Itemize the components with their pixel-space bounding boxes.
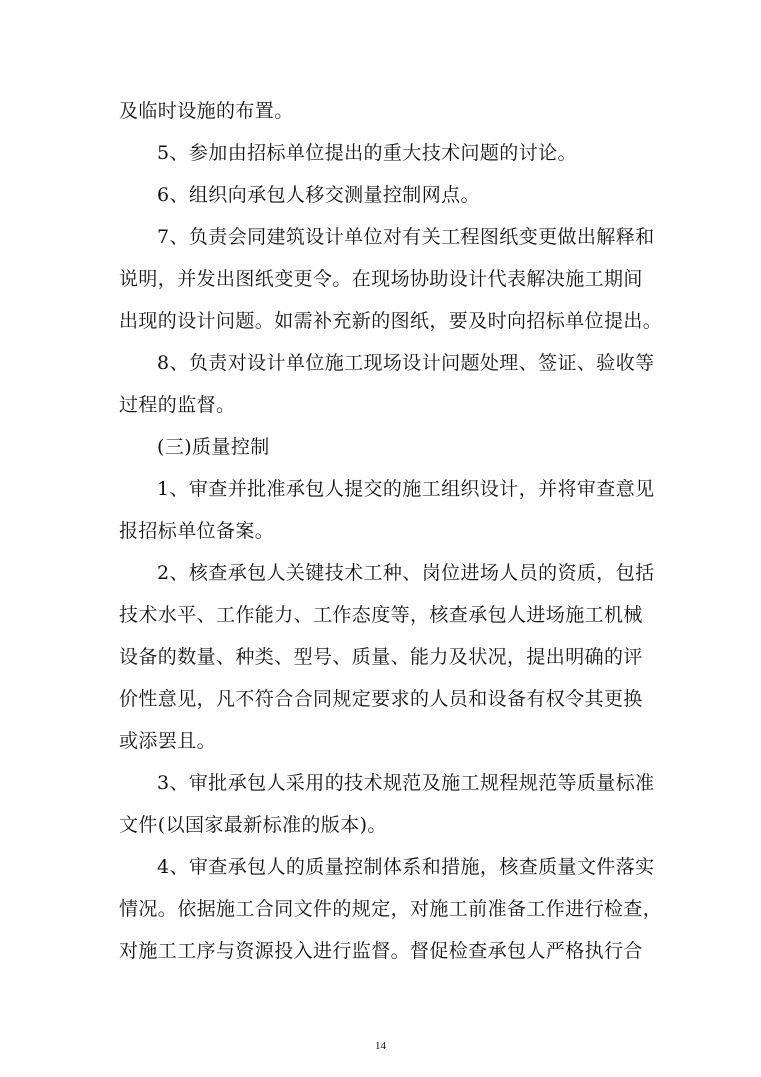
text-line: 过程的监督。 [119, 394, 236, 416]
text-line: 情况。依据施工合同文件的规定，对施工前准备工作进行检查， [119, 898, 663, 920]
text-line: 或添罢且。 [119, 730, 217, 752]
text-line: 价性意见，凡不符合合同规定要求的人员和设备有权令其更换 [119, 688, 643, 710]
text-line: 设备的数量、种类、型号、质量、能力及状况，提出明确的评 [119, 646, 643, 668]
text-line: 技术水平、工作能力、工作态度等，核查承包人进场施工机械 [119, 604, 643, 626]
text-line: 7、负责会同建筑设计单位对有关工程图纸变更做出解释和 [157, 226, 655, 248]
text-line: 对施工工序与资源投入进行监督。督促检查承包人严格执行合 [119, 940, 643, 962]
page-number: 14 [375, 1040, 386, 1052]
text-line: 报招标单位备案。 [119, 520, 275, 542]
text-line: 出现的设计问题。如需补充新的图纸，要及时向招标单位提出。 [119, 310, 663, 332]
text-line: 5、参加由招标单位提出的重大技术问题的讨论。 [157, 142, 577, 164]
text-line: 文件(以国家最新标准的版本)。 [119, 814, 387, 836]
text-line: 4、审查承包人的质量控制体系和措施，核查质量文件落实 [157, 856, 655, 878]
text-line: 6、组织向承包人移交测量控制网点。 [157, 184, 480, 206]
text-line: 3、审批承包人采用的技术规范及施工规程规范等质量标准 [157, 772, 655, 794]
text-line: 说明，并发出图纸变更令。在现场协助设计代表解决施工期间 [119, 268, 643, 290]
text-line: 1、审查并批准承包人提交的施工组织设计，并将审查意见 [157, 478, 655, 500]
section-heading: (三)质量控制 [157, 436, 270, 458]
text-line: 及临时设施的布置。 [119, 100, 294, 122]
text-line: 2、核查承包人关键技术工种、岗位进场人员的资质，包括 [157, 562, 655, 584]
text-line: 8、负责对设计单位施工现场设计问题处理、签证、验收等 [157, 352, 655, 374]
